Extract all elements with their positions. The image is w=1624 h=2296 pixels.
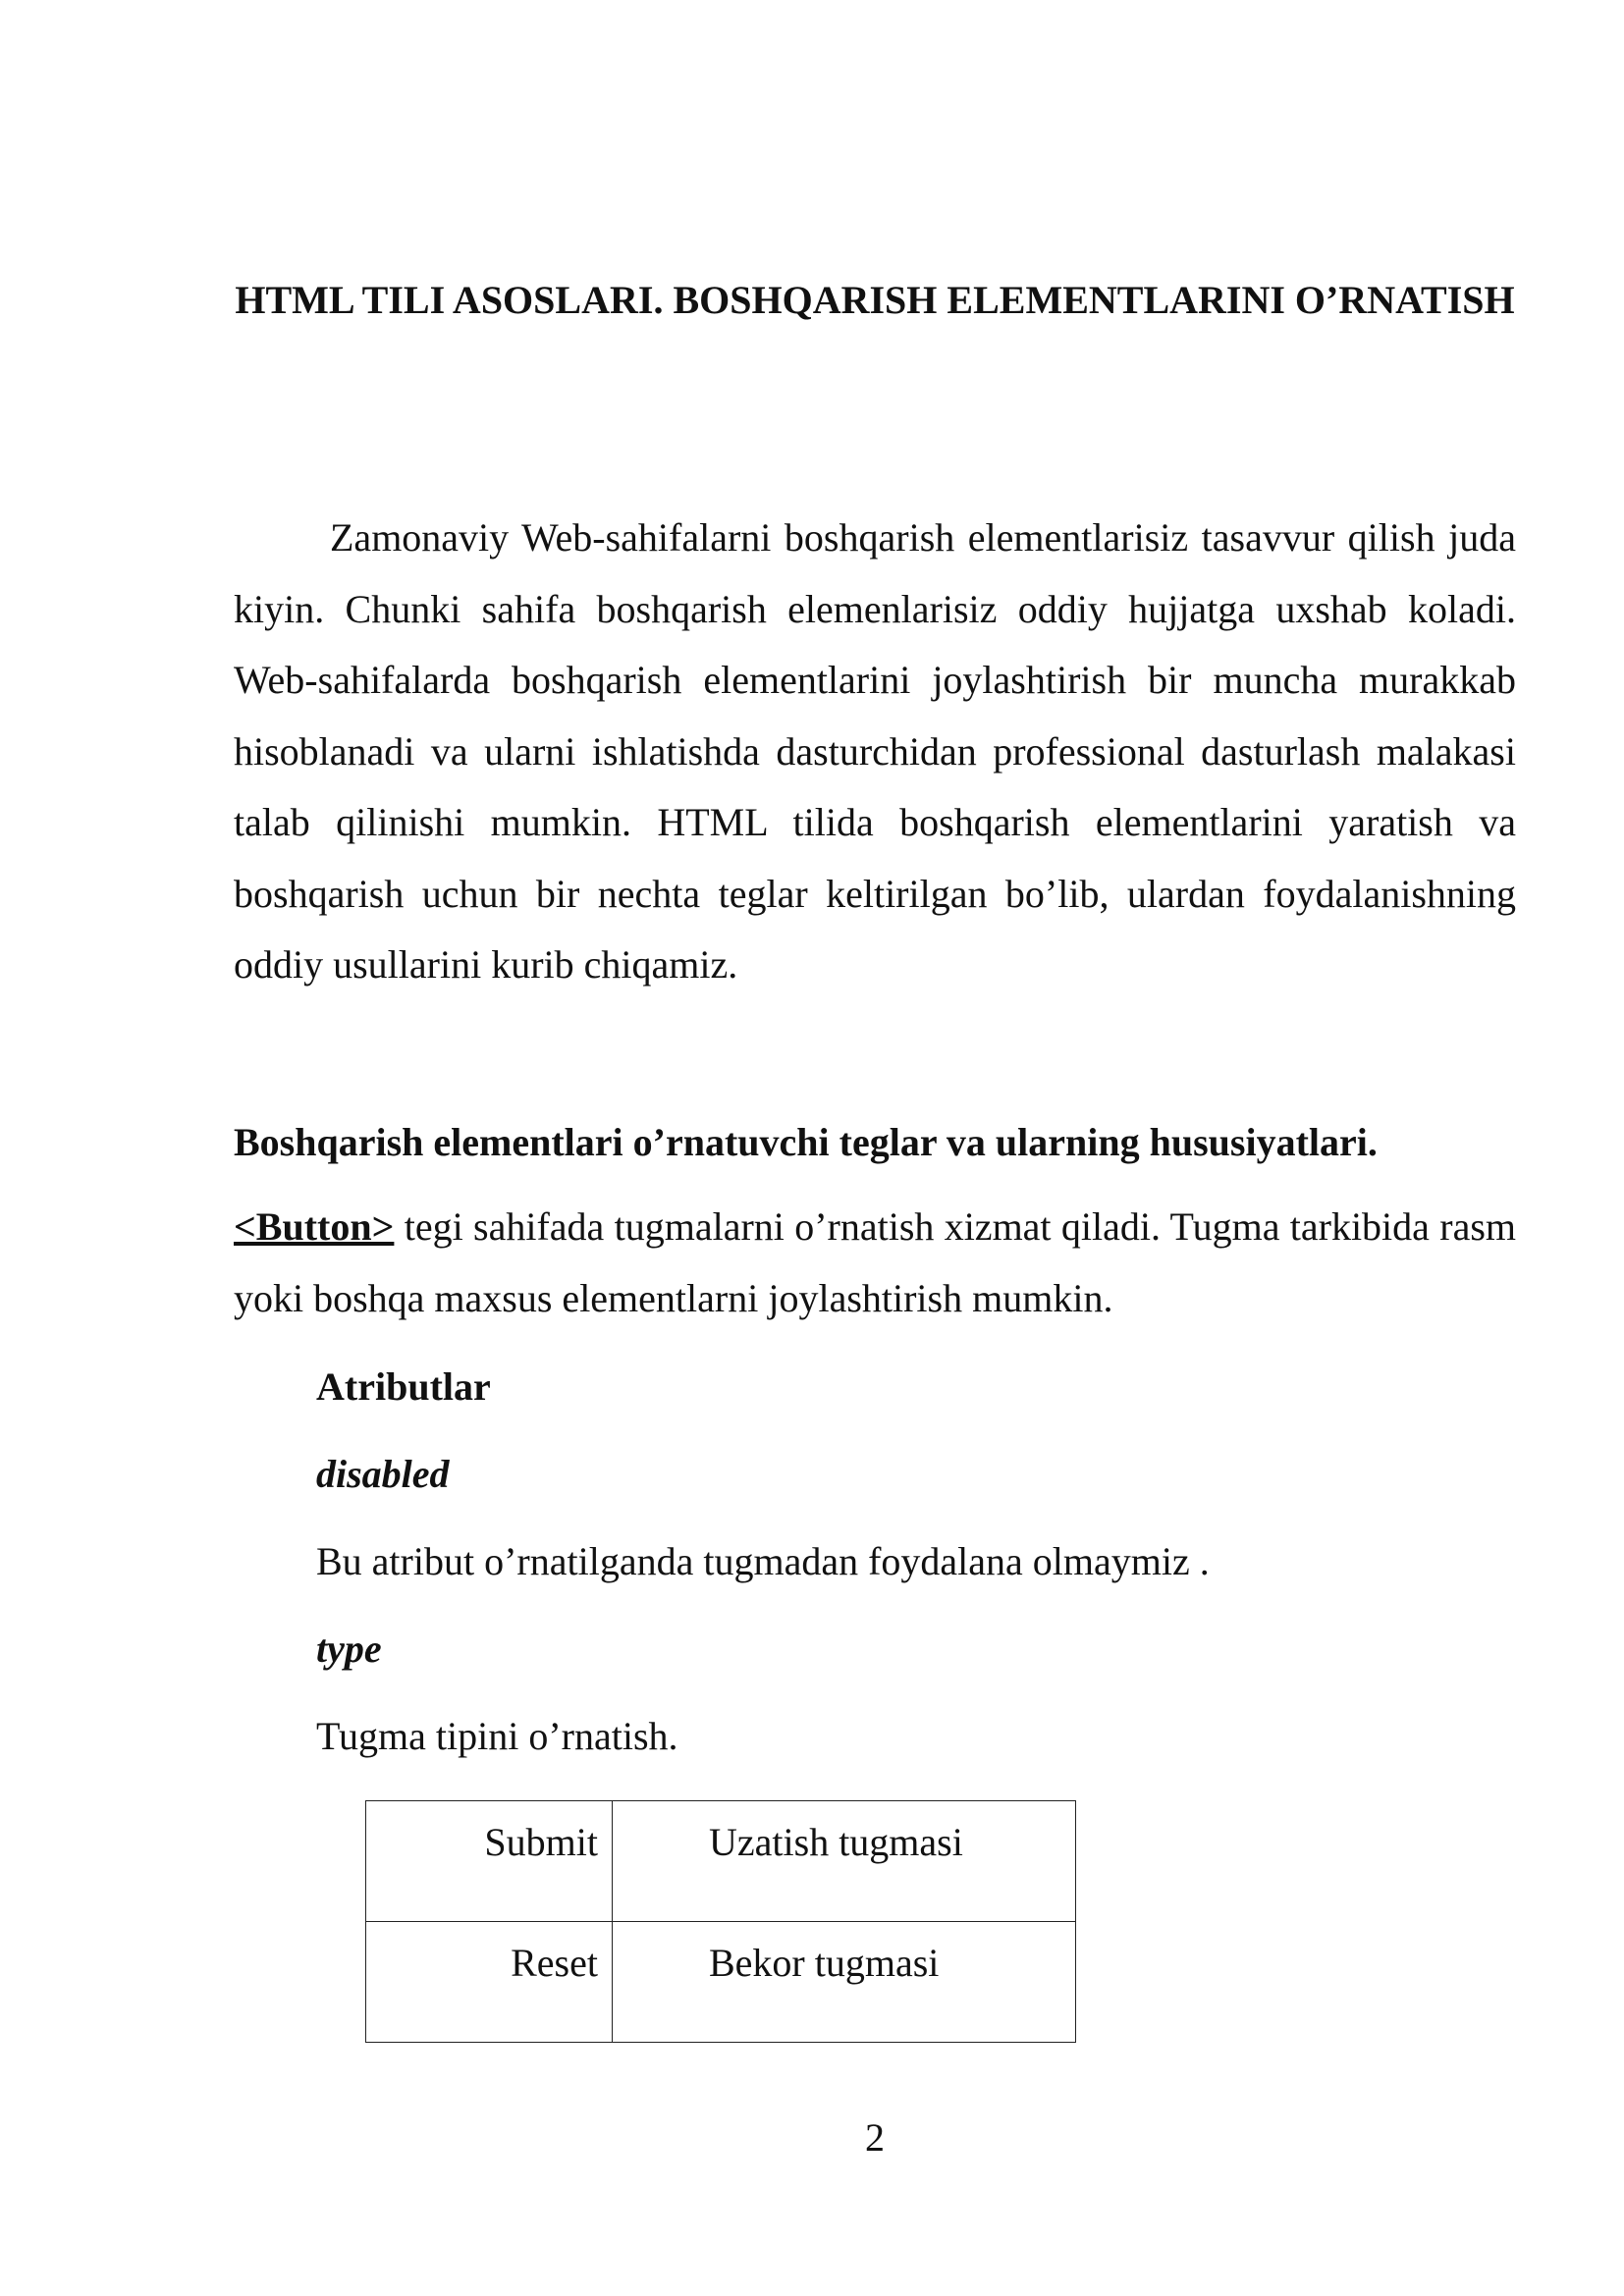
button-tag-description: tegi sahifada tugmalarni o’rnatish xizmat qiladi. Tugma tarkibida rasm yoki boshqa maxsus elementlarni joylashtirish mumkin.: [234, 1204, 1516, 1320]
attribute-disabled-name: disabled: [316, 1452, 450, 1496]
table-cell-type-value: Reset: [366, 1922, 613, 2043]
attributes-heading: Atributlar: [316, 1364, 491, 1409]
intro-paragraph: Zamonaviy Web-sahifalarni boshqarish elementlarisiz tasavvur qilish juda kiyin. Chunki sahifa boshqarish elemenlarisiz oddiy hujjatga uxshab koladi. Web-sahifalarda boshqarish elementlarini joylashtirish bir muncha murakkab hisoblanadi va ularni ishlatishda dasturchidan professional dasturlash malakasi talab qilinishi mumkin. HTML tilida boshqarish elementlarini yaratish va boshqarish uchun bir nechta teglar keltirilgan bo’lib, ulardan foydalanishning oddiy usullarini kurib chiqamiz.: [234, 515, 1516, 987]
attribute-type-name: type: [316, 1627, 382, 1671]
table-cell-type-value: Submit: [366, 1801, 613, 1922]
attribute-disabled-description: Bu atribut o’rnatilganda tugmadan foydalana olmaymiz .: [316, 1539, 1210, 1583]
page-number: 2: [865, 2115, 885, 2160]
table-cell-type-description: Uzatish tugmasi: [613, 1801, 1076, 1922]
section-heading: Boshqarish elementlari o’rnatuvchi teglar va ularning hususiyatlari.: [234, 1120, 1378, 1164]
table-cell-type-description: Bekor tugmasi: [613, 1922, 1076, 2043]
button-tag-name: <Button>: [234, 1204, 395, 1249]
attribute-type-description: Tugma tipini o’rnatish.: [316, 1714, 678, 1758]
button-tag-paragraph: [234, 1192, 1516, 1334]
document-title: HTML TILI ASOSLARI. BOSHQARISH ELEMENTLARINI O’RNATISH: [235, 278, 1515, 322]
table-row: [366, 1801, 1076, 1922]
button-type-table: [365, 1800, 1076, 2043]
table-row: [366, 1922, 1076, 2043]
